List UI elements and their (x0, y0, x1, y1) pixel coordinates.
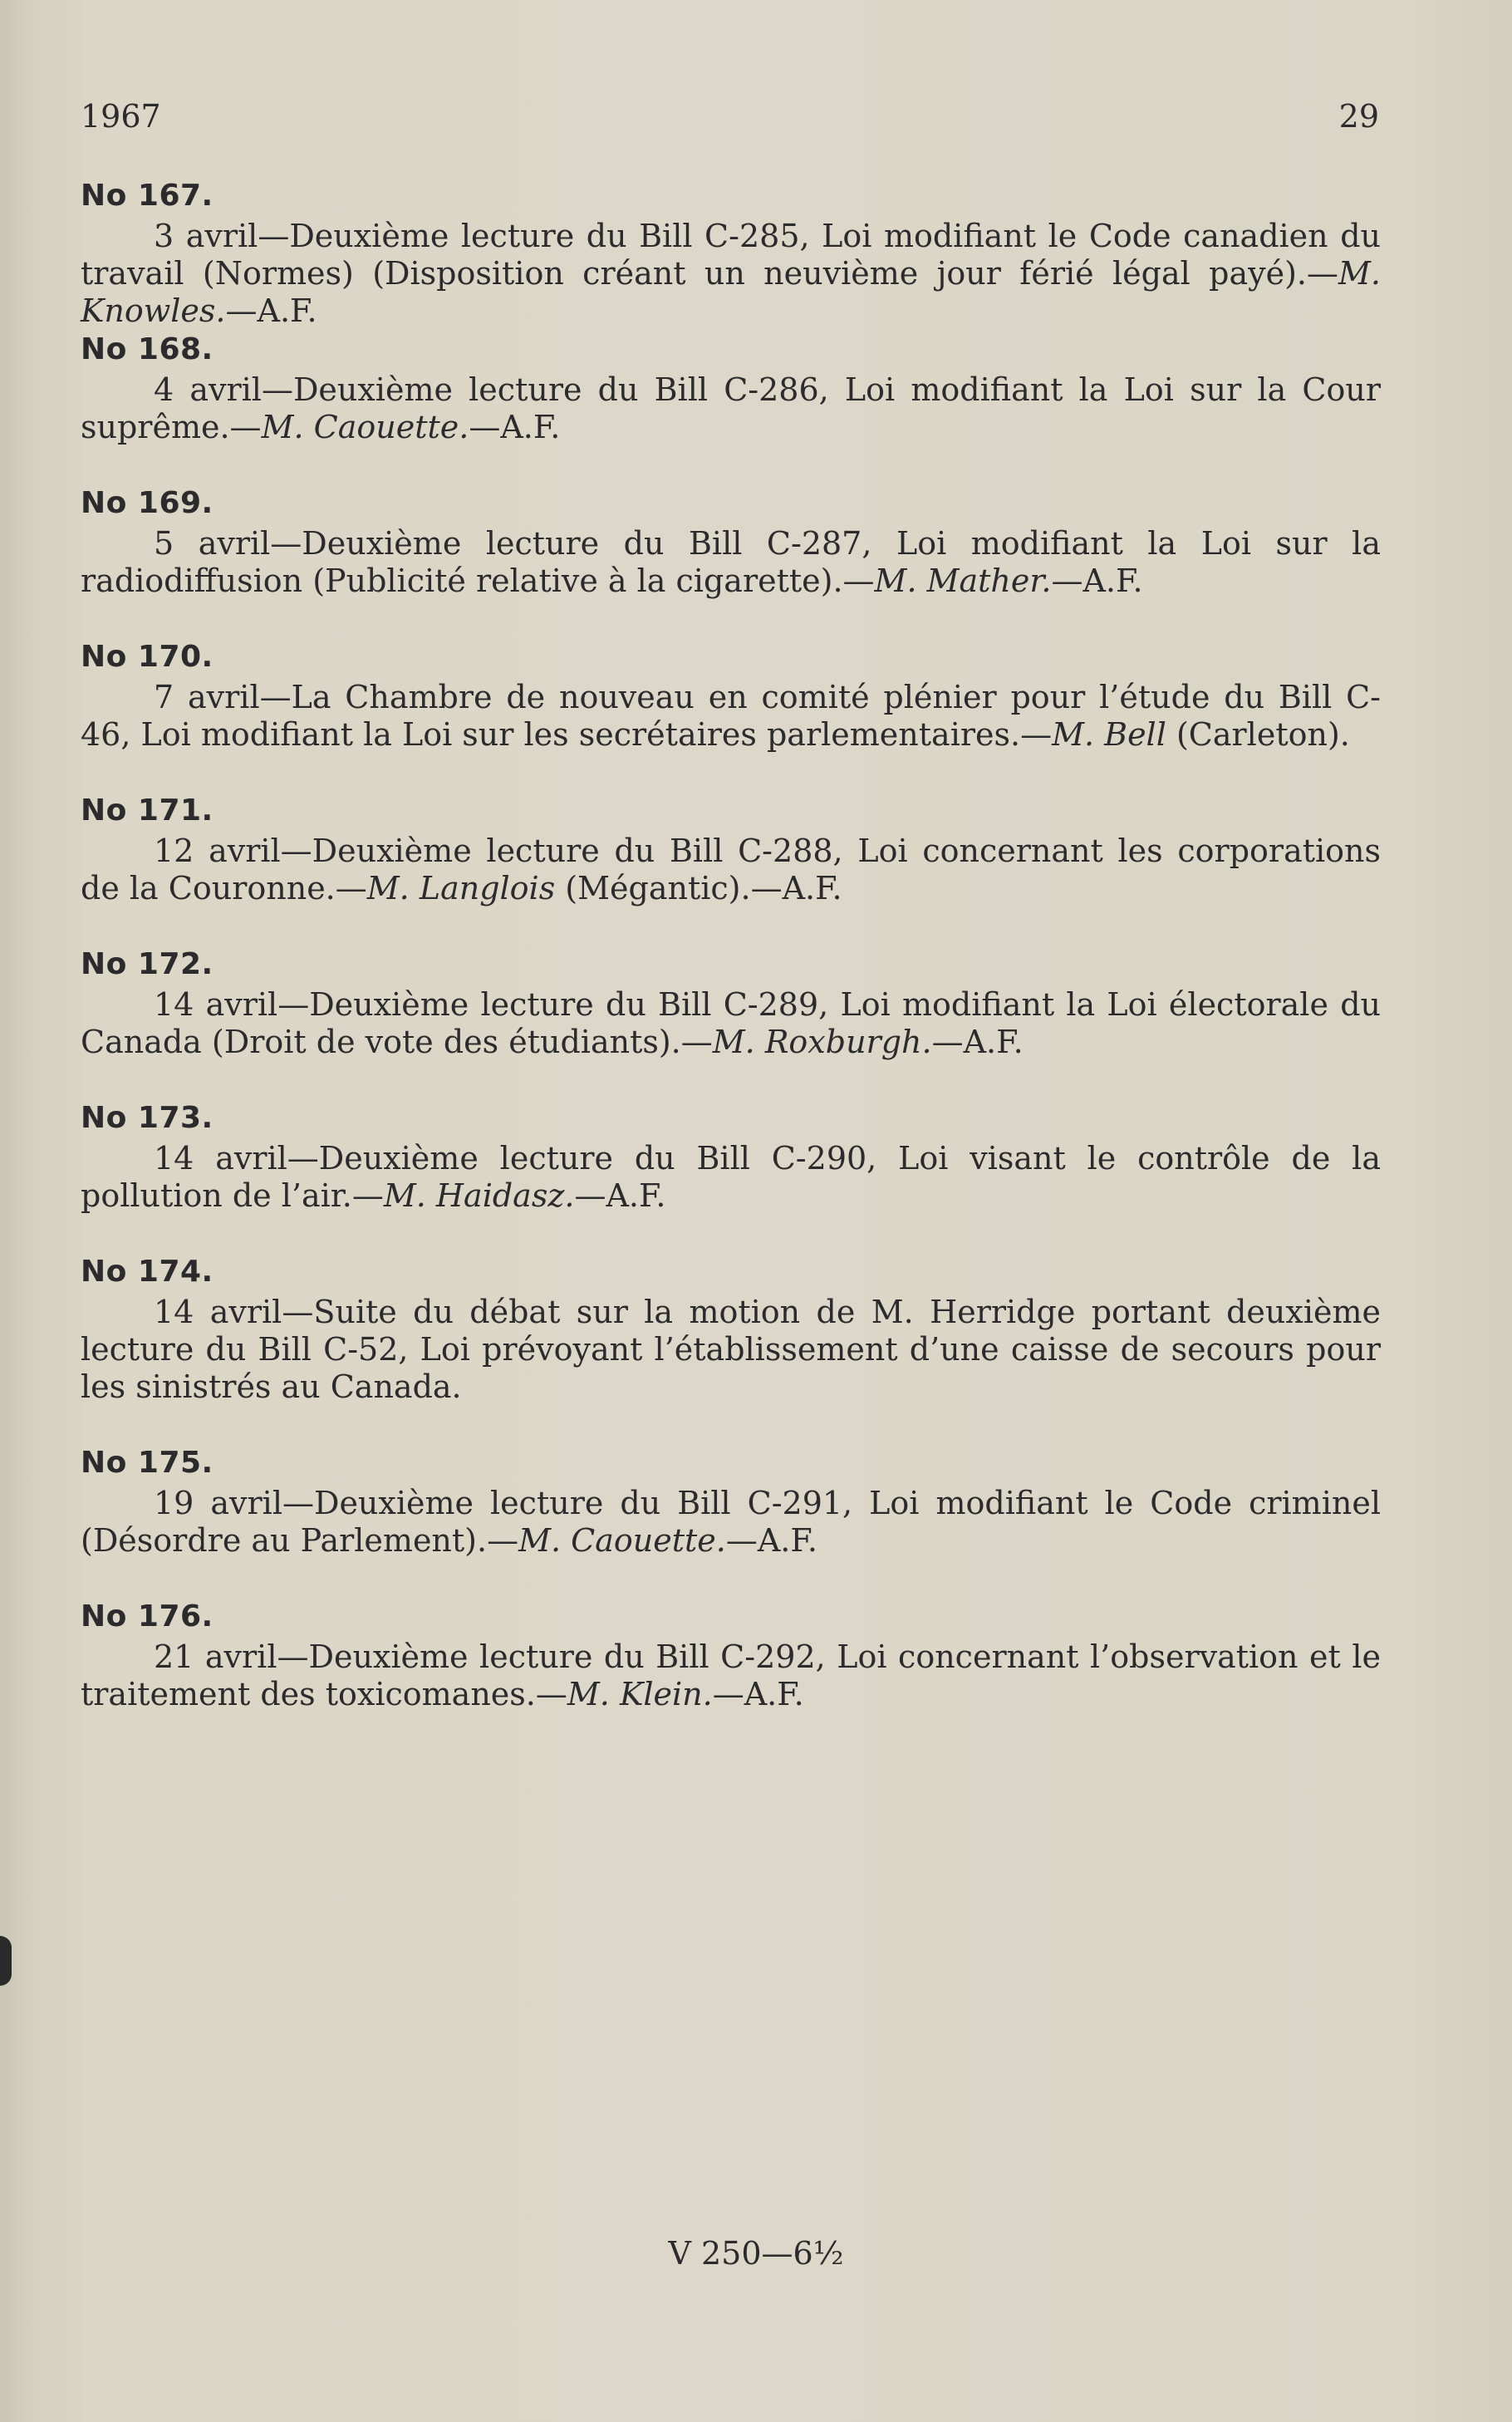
entry-text (81, 833, 1381, 907)
entry-text-suffix: (Carleton). (1166, 716, 1350, 753)
entry-text-suffix: —A.F. (712, 1676, 804, 1712)
entry-168 (81, 332, 1381, 485)
entry-text-main: 4 avril—Deuxième lecture du Bill C-286, Loi modifiant la Loi sur la Cour suprême.— (81, 371, 1381, 445)
entry-text-suffix: —A.F. (1051, 563, 1143, 599)
entry-171 (81, 793, 1381, 946)
entry-text-main: 12 avril—Deuxième lecture du Bill C-288, Loi concernant les corporations de la Couronne.— (81, 833, 1381, 906)
entry-172 (81, 946, 1381, 1100)
entry-text (81, 986, 1381, 1061)
entry-text-main: 7 avril—La Chambre de nouveau en comité plénier pour l’étude du Bill C-46, Loi modifiant la Loi sur les secrétaires parlementaires.— (81, 679, 1381, 753)
entry-member: M. Klein. (567, 1676, 713, 1712)
entry-169 (81, 485, 1381, 639)
entry-170 (81, 639, 1381, 793)
entry-number: No 176. (81, 1599, 214, 1633)
entry-text (81, 1485, 1381, 1560)
entry-174 (81, 1254, 1381, 1445)
entry-text-main: 5 avril—Deuxième lecture du Bill C-287, Loi modifiant la Loi sur la radiodiffusion (Publicité relative à la cigarette).— (81, 525, 1381, 599)
entry-number: No 169. (81, 486, 214, 520)
printer-signature-mark: V 250—6½ (668, 2235, 844, 2272)
entry-number: No 175. (81, 1446, 214, 1480)
page-header (81, 98, 1379, 140)
entry-167 (81, 178, 1381, 332)
entry-member: M. Knowles. (81, 255, 1381, 329)
header-year: 1967 (81, 98, 161, 135)
entry-text-suffix: —A.F. (931, 1024, 1024, 1060)
entry-member: M. Caouette. (518, 1522, 726, 1559)
entry-member: M. Langlois (366, 870, 556, 906)
entry-text-main: 21 avril—Deuxième lecture du Bill C-292, Loi concernant l’observation et le traitement des toxicomanes.— (81, 1638, 1381, 1712)
entry-member: M. Roxburgh. (712, 1024, 932, 1060)
entry-175 (81, 1445, 1381, 1599)
entry-173 (81, 1100, 1381, 1254)
page-number: 29 (1338, 98, 1379, 135)
entry-text-main: 14 avril—Suite du débat sur la motion de M. Herridge portant deuxième lecture du Bill C-52, Loi prévoyant l’établissement d’une caisse de secours pour les sinistrés au Canada. (81, 1294, 1381, 1405)
entry-number: No 173. (81, 1101, 214, 1135)
entry-text (81, 679, 1381, 754)
entry-number: No 167. (81, 179, 214, 213)
entry-number: No 174. (81, 1255, 214, 1289)
entry-number: No 168. (81, 332, 214, 366)
entry-text-suffix: —A.F. (469, 409, 561, 445)
entry-member: M. Caouette. (261, 409, 469, 445)
entry-number: No 171. (81, 793, 214, 828)
entry-text (81, 525, 1381, 600)
entry-text-main: 3 avril—Deuxième lecture du Bill C-285, Loi modifiant le Code canadien du travail (Normes) (Disposition créant un neuvième jour férié légal payé).— (81, 218, 1381, 292)
entry-text-suffix: —A.F. (725, 1522, 817, 1559)
binding-mark (0, 1936, 12, 1986)
entry-number: No 170. (81, 640, 214, 674)
entry-text (81, 218, 1381, 330)
entry-text-main: 19 avril—Deuxième lecture du Bill C-291, Loi modifiant le Code criminel (Désordre au Parlement).— (81, 1485, 1381, 1559)
entry-text-suffix: —A.F. (574, 1177, 666, 1214)
entry-176 (81, 1599, 1381, 1752)
entry-member: M. Bell (1052, 716, 1166, 753)
entry-member: M. Haidasz. (383, 1177, 575, 1214)
entry-text (81, 1638, 1381, 1713)
entry-text (81, 1294, 1381, 1406)
entry-text-suffix: —A.F. (225, 292, 317, 329)
entry-text (81, 1140, 1381, 1215)
order-paper-entries (81, 178, 1381, 1752)
entry-number: No 172. (81, 947, 214, 981)
entry-text-main: 14 avril—Deuxième lecture du Bill C-290, Loi visant le contrôle de la pollution de l’air.— (81, 1140, 1381, 1214)
entry-text-main: 14 avril—Deuxième lecture du Bill C-289, Loi modifiant la Loi électorale du Canada (Droit de vote des étudiants).— (81, 986, 1381, 1060)
entry-member: M. Mather. (874, 563, 1052, 599)
entry-text-suffix: (Mégantic).—A.F. (555, 870, 842, 906)
entry-text (81, 371, 1381, 446)
